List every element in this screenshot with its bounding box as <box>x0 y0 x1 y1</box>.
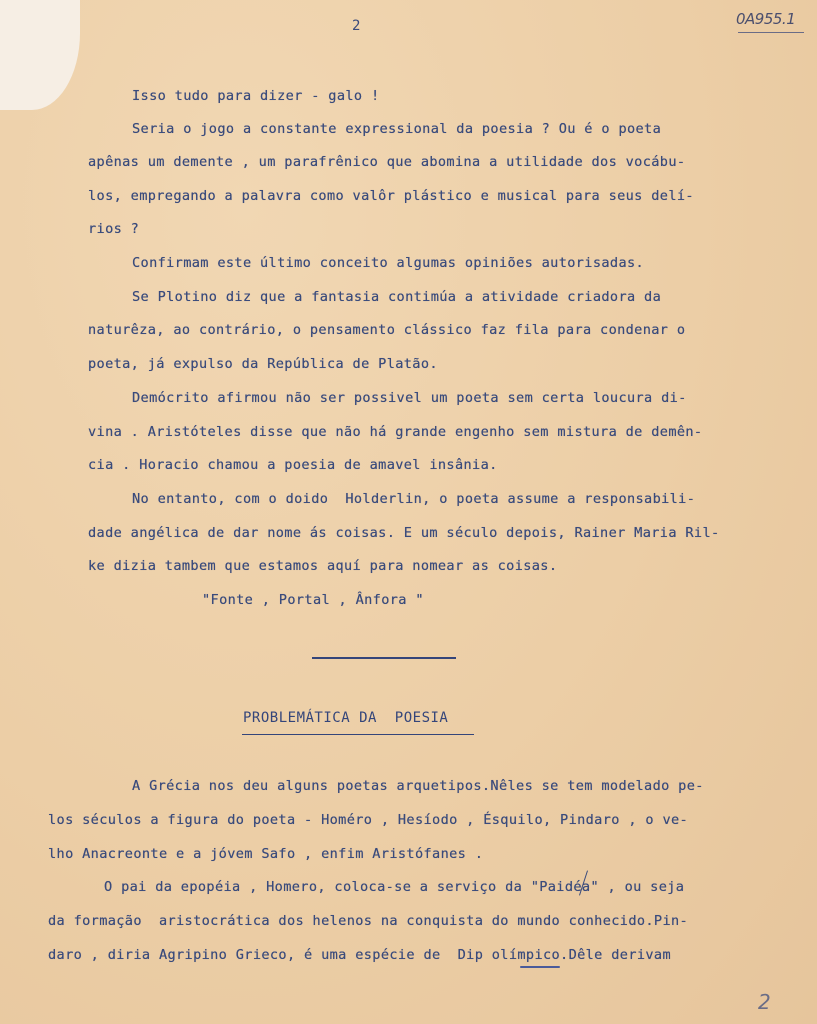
footer-number: 2 <box>758 990 771 1014</box>
body-line: Demócrito afirmou não ser possivel um poeta sem certa loucura di- <box>132 390 687 406</box>
body-line: Confirmam este último conceito algumas opiniões autorisadas. <box>132 255 645 271</box>
pen-underline <box>520 966 560 968</box>
body-line: vina . Aristóteles disse que não há grande engenho sem mistura de demên- <box>88 424 703 440</box>
section-line: los séculos a figura do poeta - Homéro , Hesíodo , Ésquilo, Pindaro , o ve- <box>48 812 689 828</box>
section-line: daro , diria Agripino Grieco, é uma espécie de Dip olímpico.Dêle derivam <box>48 947 671 963</box>
section-line: A Grécia nos deu alguns poetas arquetipos.Nêles se tem modelado pe- <box>132 778 704 794</box>
archive-code-underline <box>738 32 804 33</box>
archive-code: 0A955.1 <box>736 10 796 28</box>
body-line: apênas um demente , um parafrênico que abomina a utilidade dos vocábu- <box>88 154 686 170</box>
page-number: 2 <box>352 18 361 34</box>
torn-corner <box>0 0 80 110</box>
body-line: No entanto, com o doido Holderlin, o poeta assume a responsabili- <box>132 491 696 507</box>
section-line: O pai da epopéia , Homero, coloca-se a serviço da "Paidéa" , ou seja <box>104 879 685 895</box>
section-title: PROBLEMÁTICA DA POESIA <box>243 710 449 726</box>
body-line: los, empregando a palavra como valôr plástico e musical para seus delí- <box>88 188 694 204</box>
body-line: Isso tudo para dizer - galo ! <box>132 88 380 104</box>
body-line: ke dizia tambem que estamos aquí para nomear as coisas. <box>88 558 558 574</box>
body-line: Seria o jogo a constante expressional da poesia ? Ou é o poeta <box>132 121 662 137</box>
body-line: naturêza, ao contrário, o pensamento clássico faz fila para condenar o <box>88 322 686 338</box>
section-line: lho Anacreonte e a jóvem Safo , enfim Aristófanes . <box>48 846 484 862</box>
section-title-underline <box>242 734 474 735</box>
body-line: Se Plotino diz que a fantasia contimúa a atividade criadora da <box>132 289 662 305</box>
body-line: cia . Horacio chamou a poesia de amavel insânia. <box>88 457 498 473</box>
section-divider <box>312 657 456 659</box>
body-line: dade angélica de dar nome ás coisas. E um século depois, Rainer Maria Ril- <box>88 525 720 541</box>
section-line: da formação aristocrática dos helenos na conquista do mundo conhecido.Pin- <box>48 913 689 929</box>
quote-line: "Fonte , Portal , Ânfora " <box>202 592 424 608</box>
body-line: rios ? <box>88 221 140 237</box>
body-line: poeta, já expulso da República de Platão. <box>88 356 438 372</box>
